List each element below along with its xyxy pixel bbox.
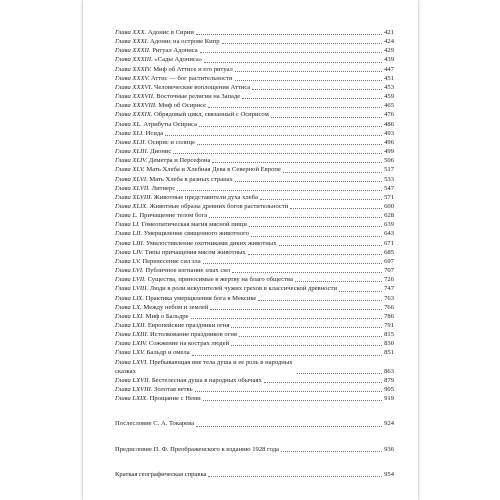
- chapter-title: Умерщвление священного животного: [143, 230, 249, 238]
- dot-leader: [231, 326, 382, 328]
- page-number: 506: [384, 157, 394, 165]
- toc-entry: [115, 46, 394, 55]
- toc-entry: [115, 294, 394, 303]
- chapter-title: Мать Хлеба в разных странах: [149, 175, 233, 183]
- dot-leader: [173, 152, 382, 154]
- chapter-title: Миф об Аттисе и его ритуал: [153, 65, 233, 73]
- chapter-number: Глава XXXIX.: [115, 111, 153, 119]
- dot-leader: [197, 143, 382, 145]
- page-number: 763: [384, 294, 394, 302]
- chapter-number: Глава LVII.: [115, 276, 146, 284]
- dot-leader: [235, 79, 383, 81]
- dot-leader: [165, 134, 382, 136]
- page-number: 493: [384, 129, 394, 137]
- dot-leader: [196, 425, 382, 427]
- dot-leader: [195, 390, 382, 392]
- chapter-title: Осирис и солнце: [147, 138, 196, 146]
- appendix-entry: [115, 419, 394, 428]
- chapter-number: Глава LXII.: [115, 322, 147, 329]
- chapter-number: Глава LIII.: [115, 239, 145, 247]
- chapter-title: Миф об Осирисе: [158, 102, 207, 110]
- chapter-number: Глава LII.: [115, 230, 143, 238]
- chapter-number: Глава XXXIV.: [115, 65, 152, 73]
- chapter-title: Причащение телом бога: [139, 212, 208, 220]
- chapter-title: Атрибуты Осириса: [143, 120, 197, 128]
- chapter-number: Глава XLVII.: [115, 184, 150, 192]
- toc-entry: [115, 193, 394, 202]
- chapter-title: Ритуал Адониса: [152, 47, 198, 55]
- chapter-number: Глава XL.: [115, 120, 142, 128]
- page-number: 451: [384, 74, 394, 82]
- appendix-entry: [115, 445, 394, 454]
- chapter-number: Глава LXVI.: [115, 358, 148, 366]
- dot-leader: [203, 399, 383, 401]
- page-number: 628: [384, 212, 394, 220]
- chapter-title: Типы причащения мясом животных: [144, 248, 246, 256]
- chapter-number: Глава LVI.: [115, 267, 144, 275]
- chapter-number: Глава XXXI.: [115, 38, 149, 46]
- book-page: [83, 0, 418, 500]
- appendix-title: Краткая географическая справка: [115, 470, 207, 478]
- dot-leader: [192, 354, 382, 356]
- chapter-title: Перенесение сил зла: [142, 257, 201, 265]
- chapter-title: Мать Хлеба и Хлебная Дева в Северной Европе: [146, 166, 281, 174]
- toc-entry: [115, 55, 394, 64]
- appendix-title: Послесловие С. А. Токарева: [115, 420, 195, 428]
- page-number: 453: [384, 83, 394, 91]
- toc-entry: [115, 101, 394, 110]
- dot-leader: [208, 106, 382, 108]
- page-number: 697: [384, 257, 394, 265]
- dot-leader: [191, 317, 383, 319]
- page-number: 639: [384, 221, 394, 229]
- toc-entry: [115, 220, 394, 229]
- dot-leader: [297, 372, 382, 374]
- page-number: 517: [384, 166, 394, 174]
- chapter-number: Глава LV.: [115, 257, 141, 265]
- chapter-number: Глава LXIII.: [115, 331, 149, 339]
- dot-leader: [248, 253, 382, 255]
- dot-leader: [196, 33, 382, 35]
- page-number: 671: [384, 239, 394, 247]
- chapter-number: Глава LXIV.: [115, 340, 148, 348]
- chapter-number: Глава L.: [115, 212, 138, 220]
- chapter-title: Исида: [145, 129, 164, 137]
- dot-leader: [252, 88, 382, 90]
- chapter-number: Глава XLIV.: [115, 157, 148, 165]
- toc-entry: [115, 303, 394, 312]
- chapter-number: Глава XLV.: [115, 166, 145, 174]
- page-number: 421: [384, 29, 394, 36]
- dot-leader: [281, 450, 382, 452]
- chapter-title: Существа, приносимые в жертву на благо общества: [147, 276, 293, 284]
- page-number: 879: [384, 376, 394, 384]
- toc-entry: [115, 202, 394, 211]
- dot-leader: [249, 225, 382, 227]
- page-number: 851: [384, 349, 394, 357]
- dot-leader: [231, 344, 382, 346]
- toc-entry: [115, 92, 394, 101]
- dot-leader: [295, 280, 382, 282]
- page-number: 533: [384, 175, 394, 183]
- page-number: 707: [384, 267, 394, 275]
- chapter-number: Глава LXI.: [115, 312, 144, 320]
- chapter-number: Глава XXXIII.: [115, 56, 153, 64]
- dot-leader: [260, 198, 382, 200]
- toc-entry: [115, 385, 394, 394]
- dot-leader: [232, 271, 382, 273]
- chapter-number: Глава XLII.: [115, 138, 147, 146]
- page-number: 499: [384, 148, 394, 156]
- dot-leader: [242, 97, 382, 99]
- chapter-number: Глава LXIX.: [115, 395, 148, 403]
- page-number: 571: [384, 193, 394, 201]
- appendix-title: Предисловие П. Ф. Преображенского к изданию 1928 года: [115, 445, 279, 453]
- dot-leader: [339, 290, 382, 292]
- chapter-number: Глава LIX.: [115, 294, 144, 302]
- chapter-number: Глава XXXV.: [115, 74, 150, 82]
- toc-entry: [115, 239, 394, 248]
- chapter-title: Между небом и землей: [143, 303, 209, 311]
- chapter-number: Глава XXXVIII.: [115, 102, 157, 110]
- toc-entry: [115, 257, 394, 266]
- toc-entry: [115, 138, 394, 147]
- toc-entry: [115, 321, 394, 330]
- toc-entry: [115, 229, 394, 238]
- page-number: 863: [384, 367, 394, 375]
- dot-leader: [222, 42, 383, 44]
- page-number: 726: [384, 276, 394, 284]
- page-number: 447: [384, 65, 394, 73]
- dot-leader: [212, 161, 382, 163]
- page-number: 600: [384, 202, 394, 210]
- toc-entry: [115, 175, 394, 184]
- dot-leader: [239, 335, 382, 337]
- chapter-number: Глава XLIII.: [115, 148, 149, 156]
- chapter-number: Глава XXXII.: [115, 47, 151, 55]
- page-number: 439: [384, 56, 394, 64]
- chapter-title: Практика умерщвления бога в Мексике: [145, 294, 257, 302]
- chapter-number: Глава LX.: [115, 303, 142, 311]
- toc-entry: [115, 156, 394, 165]
- chapter-title: Деметра и Персефона: [148, 157, 211, 165]
- page-number: 954: [384, 470, 394, 478]
- page-number: 747: [384, 285, 394, 293]
- chapter-title: Золотая ветвь: [154, 386, 193, 394]
- chapter-title: Истолкование праздников огня: [150, 331, 237, 339]
- chapter-title: Прощание с Неми: [149, 395, 201, 403]
- toc-entry: [115, 110, 394, 119]
- chapter-title: Гомеопатическая магия мясной пищи: [141, 221, 247, 229]
- toc-entry: [115, 330, 394, 339]
- chapter-number: Глава LXV.: [115, 349, 145, 357]
- chapter-title: Аттис — бог растительности: [150, 74, 233, 82]
- chapter-number: Глава XLVIII.: [115, 193, 153, 201]
- chapter-title: Животные образы древних богов растительности: [149, 202, 289, 210]
- page-number: 486: [384, 120, 394, 128]
- toc-entry: [115, 65, 394, 74]
- page-number: 830: [384, 340, 394, 348]
- chapter-number: Глава LXVII.: [115, 376, 151, 384]
- toc-entry: [115, 266, 394, 275]
- dot-leader: [283, 171, 382, 173]
- chapter-title: «Сады Адониса»: [154, 56, 203, 64]
- toc-entry: [115, 147, 394, 156]
- page-number: 685: [384, 248, 394, 256]
- chapter-title: Миф о Бальдре: [145, 312, 189, 320]
- chapter-number: Глава LXVIII.: [115, 386, 153, 394]
- dot-leader: [264, 381, 382, 383]
- chapter-title: Бальдр и омела: [146, 349, 190, 357]
- page-number: 547: [384, 184, 394, 192]
- page-number: 815: [384, 331, 394, 339]
- chapter-title: Умилостивление охотниками диких животных: [145, 239, 277, 247]
- toc-entry: [115, 129, 394, 138]
- chapter-title: Литиерс: [151, 184, 176, 192]
- page-number: 766: [384, 303, 394, 311]
- dot-leader: [271, 116, 382, 118]
- chapter-title: Публичное изгнание злых сил: [145, 267, 231, 275]
- dot-leader: [235, 180, 382, 182]
- toc-entry: [115, 394, 394, 403]
- chapter-number: Глава LVIII.: [115, 285, 149, 293]
- chapter-number: Глава XXXVI.: [115, 83, 153, 91]
- table-of-contents: [115, 28, 394, 479]
- toc-entry: [115, 339, 394, 348]
- toc-entry: [115, 358, 394, 376]
- chapter-title: Восточные религии на Западе: [156, 93, 241, 101]
- dot-leader: [279, 244, 383, 246]
- dot-leader: [177, 189, 382, 191]
- page-number: 459: [384, 93, 394, 101]
- dot-leader: [208, 475, 382, 477]
- chapter-title: Дионис: [150, 148, 172, 156]
- page-number: 924: [384, 420, 394, 428]
- chapter-number: Глава LI.: [115, 221, 140, 229]
- toc-entry: [115, 348, 394, 357]
- page-number: 791: [384, 322, 394, 329]
- chapter-number: Глава XXXVII.: [115, 93, 155, 101]
- appendix-entry: [115, 470, 394, 479]
- page-number: 424: [384, 38, 394, 46]
- chapter-number: Глава XLIX.: [115, 202, 148, 210]
- chapter-title: Пребывающая вне тела душа и ее роль в народных сказках: [115, 358, 293, 375]
- chapter-number: Глава XLI.: [115, 129, 144, 137]
- toc-entry: [115, 37, 394, 46]
- dot-leader: [200, 51, 382, 53]
- dot-leader: [235, 70, 382, 72]
- toc-entry: [115, 275, 394, 284]
- page-number: 643: [384, 230, 394, 238]
- page-number: 496: [384, 138, 394, 146]
- toc-entry: [115, 211, 394, 220]
- chapter-title: Европейские праздники огня: [147, 322, 230, 329]
- toc-entry: [115, 248, 394, 257]
- toc-entry: [115, 120, 394, 129]
- page-number: 905: [384, 386, 394, 394]
- toc-entry: [115, 312, 394, 321]
- dot-leader: [199, 125, 382, 127]
- chapter-title: Люди в роли искупителей чужих грехов в классической древности: [149, 285, 337, 293]
- page-number: 919: [384, 395, 394, 403]
- toc-entry: [115, 74, 394, 83]
- chapter-title: Сожжение на кострах людей: [148, 340, 230, 348]
- toc-entry: [115, 184, 394, 193]
- toc-entry: [115, 284, 394, 293]
- toc-entry: [115, 165, 394, 174]
- page-number: 936: [384, 445, 394, 453]
- dot-leader: [251, 235, 382, 237]
- chapter-title: Адонис в Сирии: [147, 29, 194, 36]
- toc-entry: [115, 376, 394, 385]
- chapter-number: Глава LIV.: [115, 248, 144, 256]
- chapter-title: Адонис на острове Кипр: [150, 38, 220, 46]
- chapter-title: Обрядовый цикл, связанный с Осирисом: [154, 111, 269, 119]
- dot-leader: [203, 262, 382, 264]
- dot-leader: [204, 61, 382, 63]
- chapter-number: Глава XLVI.: [115, 175, 148, 183]
- page-number: 476: [384, 111, 394, 119]
- chapter-number: Глава XXX.: [115, 29, 147, 36]
- chapter-title: Человеческие воплощения Аттиса: [154, 83, 251, 91]
- page-number: 429: [384, 47, 394, 55]
- toc-entry: [115, 28, 394, 37]
- dot-leader: [209, 216, 382, 218]
- chapter-title: Бестелесная душа в народных обычаях: [151, 376, 262, 384]
- dot-leader: [290, 207, 382, 209]
- page-number: 786: [384, 312, 394, 320]
- dot-leader: [210, 308, 382, 310]
- chapter-title: Животные представители духа хлеба: [153, 193, 258, 201]
- toc-entry: [115, 83, 394, 92]
- dot-leader: [258, 299, 382, 301]
- page-number: 465: [384, 102, 394, 110]
